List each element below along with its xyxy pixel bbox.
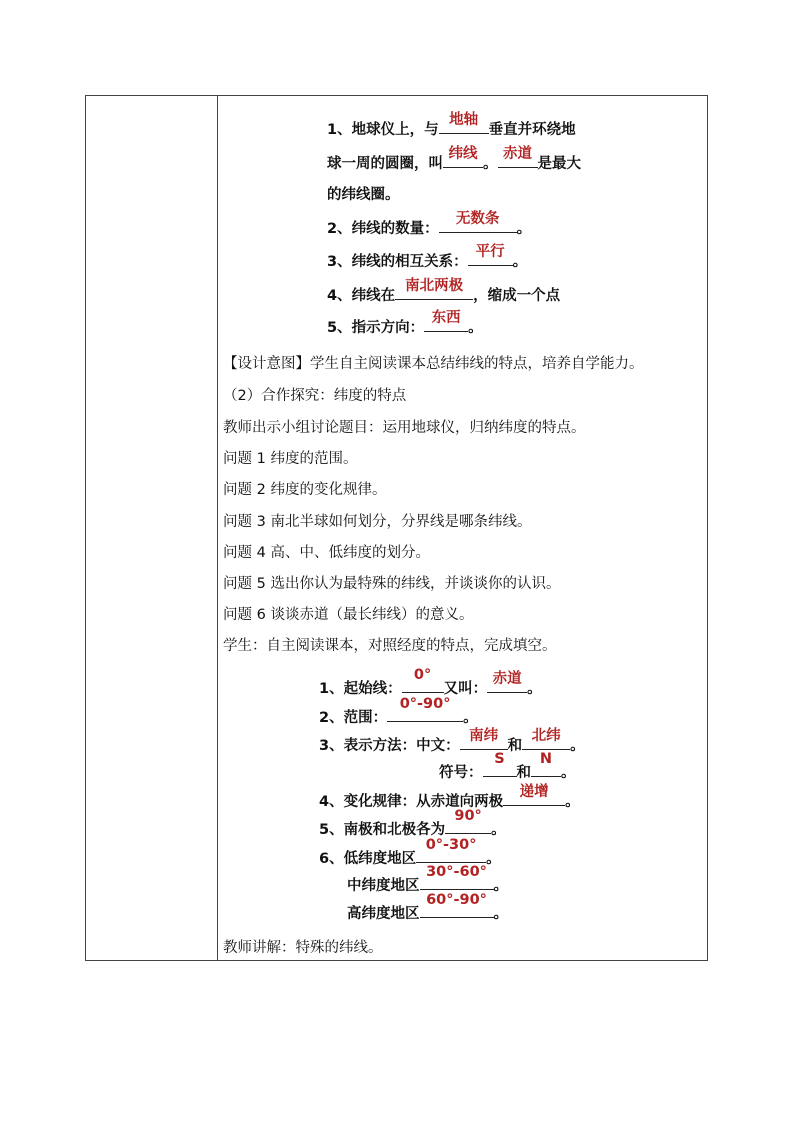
block2-line-2: 2、范围： 0°-90° 。 [319, 696, 478, 726]
blank [522, 728, 570, 750]
cooperation-title: （2）合作探究：纬度的特点 [223, 388, 407, 404]
block2-line-3: 3、表示方法：中文： 南纬 和 北纬 。 [319, 733, 585, 755]
block2-line-1: 1、起始线： 0° 又叫： 赤道 。 [319, 667, 542, 697]
answer: 北纬 [531, 728, 561, 744]
question-3: 问题 3 南北半球如何划分，分界线是哪条纬线。 [223, 514, 532, 530]
blank [387, 696, 463, 722]
block1-line-4: 2、纬线的数量： 无数条 。 [327, 216, 531, 238]
answer: 东西 [431, 310, 461, 326]
question-1: 问题 1 纬度的范围。 [223, 451, 358, 467]
blank [395, 278, 473, 300]
block2-line-7: 6、低纬度地区 0°-30° 。 [319, 837, 501, 867]
block1-line-7: 5、指示方向： 东西 。 [327, 315, 483, 337]
block2-line-6: 5、南极和北极各为 90° 。 [319, 808, 506, 838]
blank [460, 728, 508, 750]
answer: 0° [413, 667, 432, 683]
blank [498, 146, 538, 168]
blank [416, 837, 486, 863]
blank [424, 310, 468, 332]
blank [420, 864, 494, 890]
blank [483, 751, 517, 777]
design-intent: 【设计意图】学生自主阅读课本总结纬线的特点，培养自学能力。 [223, 356, 644, 372]
question-6: 问题 6 谈谈赤道（最长纬线）的意义。 [223, 607, 474, 623]
block1-line-2: 球一周的圆圈，叫 纬线 。 赤道 是最大 [327, 151, 581, 173]
block2-line-8: 中纬度地区 30°-60° 。 [347, 864, 508, 894]
student-task: 学生：自主阅读课本，对照经度的特点，完成填空。 [223, 638, 557, 654]
block2-line-4: 符号： S 和 N 。 [439, 751, 576, 781]
teacher-task: 教师出示小组讨论题目：运用地球仪，归纳纬度的特点。 [223, 420, 586, 436]
block2-line-5: 4、变化规律：从赤道向两极 递增 。 [319, 789, 580, 811]
answer: 地轴 [449, 112, 479, 128]
blank [531, 751, 561, 777]
answer: 无数条 [455, 211, 500, 227]
answer: 递增 [519, 784, 549, 800]
answer: 赤道 [492, 671, 522, 687]
block1-line-5: 3、纬线的相互关系： 平行 。 [327, 249, 527, 271]
answer: 60°-90° [426, 892, 487, 908]
blank [503, 784, 565, 806]
blank [402, 667, 444, 693]
blank [439, 211, 517, 233]
question-5: 问题 5 选出你认为最特殊的纬线，并谈谈你的认识。 [223, 576, 561, 592]
question-2: 问题 2 纬度的变化规律。 [223, 482, 387, 498]
teacher-explanation: 教师讲解：特殊的纬线。 [223, 940, 383, 956]
blank [443, 146, 483, 168]
block2-line-9: 高纬度地区 60°-90° 。 [347, 892, 508, 922]
block1-line-3: 的纬线圈。 [327, 187, 400, 203]
answer: 90° [454, 808, 482, 824]
answer: 0°-90° [399, 696, 451, 712]
answer: 30°-60° [426, 864, 487, 880]
question-4: 问题 4 高、中、低纬度的划分。 [223, 545, 430, 561]
answer: 南北两极 [405, 278, 464, 294]
answer: 纬线 [448, 146, 478, 162]
answer: 赤道 [503, 146, 532, 162]
block1-line-6: 4、纬线在 南北两极 ，缩成一个点 [327, 283, 560, 305]
block1-line-1: 1、地球仪上，与 地轴 垂直并环绕地 [327, 117, 576, 139]
blank [487, 671, 527, 693]
blank [439, 112, 489, 134]
answer: N [539, 751, 553, 767]
column-divider [217, 96, 218, 960]
answer: 南纬 [469, 728, 499, 744]
answer: 0°-30° [425, 837, 477, 853]
blank [445, 808, 491, 834]
blank [468, 244, 513, 266]
answer: S [494, 751, 505, 767]
answer: 平行 [475, 244, 505, 260]
blank [420, 892, 494, 918]
